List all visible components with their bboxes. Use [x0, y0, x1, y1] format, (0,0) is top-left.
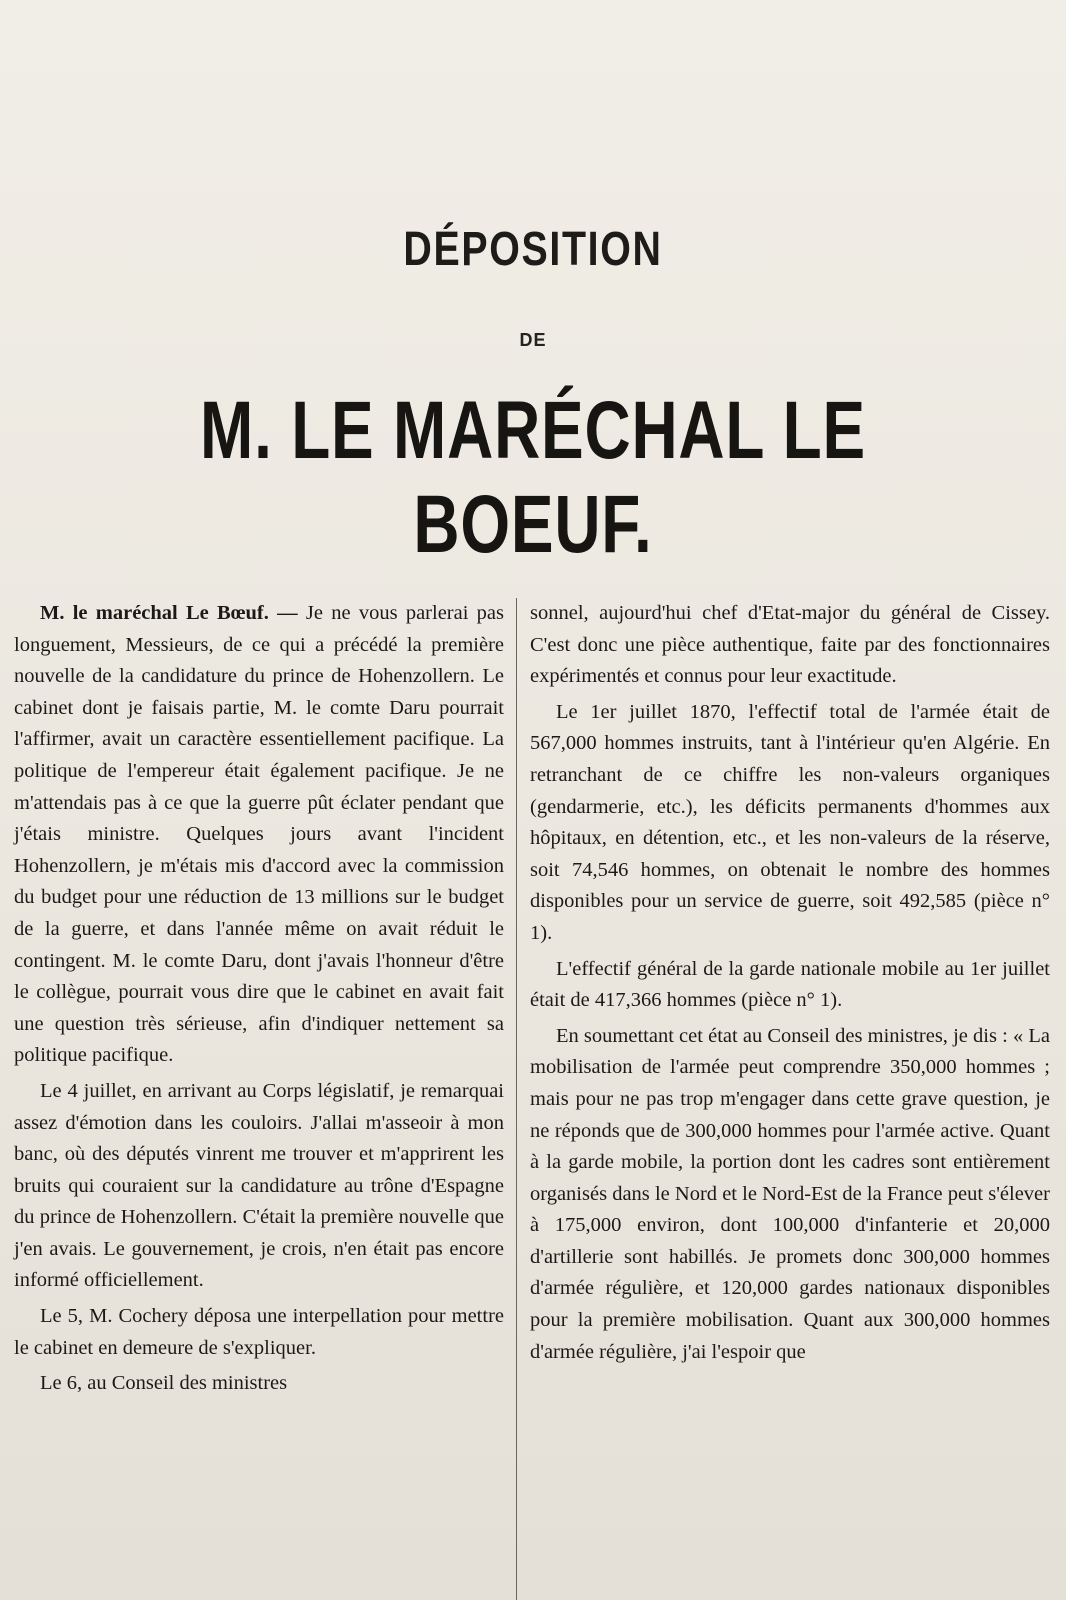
title-connector: DE	[519, 330, 547, 350]
left-paragraph-1-text: Je ne vous parlerai pas longuement, Messieurs, de ce qui a précédé la première nouvelle de la candidature du prince de Hohenzollern. Le cabinet dont je faisais partie, M. le comte Daru pourrait l'affirmer, avait un caractère essentiellement pacifique. La politique de l'empereur était également pacifique. Je ne m'attendais pas à ce que la guerre pût éclater pendant que j'étais ministre. Quelques jours avant l'incident Hohenzollern, je m'étais mis d'accord avec la commission du budget pour une réduction de 13 millions sur le budget de la guerre, et dans l'année même on avait réduit le contingent. M. le comte Daru, dont j'avais l'honneur d'être le collègue, pourrait vous dire que le cabinet en avait fait une question très sérieuse, afin d'indiquer nettement sa politique pacifique.	[14, 602, 505, 1067]
right-paragraph-2: Le 1er juillet 1870, l'effectif total de l'armée était de 567,000 hommes instruits, tant à l'intérieur qu'en Algérie. En retranchant de ce chiffre les non-valeurs organiques (gendarmerie, etc.), les déficits permanents d'hommes aux hôpitaux, en détention, etc., et les non-valeurs de la réserve, soit 74,546 hommes, on obtenait le nombre des hommes disponibles pour un service de guerre, soit 492,585 (pièce n° 1).	[530, 700, 1050, 944]
deponent-name: M. LE MARÉCHAL LE BOEUF.	[200, 385, 866, 570]
right-paragraph-3: L'effectif général de la garde nationale mobile au 1er juillet était de 417,366 hommes (pièce n° 1).	[530, 957, 1050, 1012]
left-paragraph-3: Le 5, M. Cochery déposa une interpellation pour mettre le cabinet en demeure de s'expliquer.	[14, 1305, 504, 1359]
right-paragraph-4: En soumettant cet état au Conseil des ministres, je dis : « La mobilisation de l'armée peut comprendre 350,000 hommes ; mais pour ne pas trop m'engager dans cette grave question, je ne réponds que de 300,000 hommes pour l'armée active. Quant à la garde mobile, la portion dont les cadres sont entièrement organisés dans le Nord et le Nord-Est de la France peut s'élever à 175,000 environ, dont 100,000 d'infanterie et 20,000 d'artillerie sont habillés. Je promets donc 300,000 hommes d'armée régulière, et 120,000 gardes nationaux disponibles pour la première mobilisation. Quant aux 300,000 hommes d'armée régulière, j'ai l'espoir que	[530, 1024, 1050, 1363]
right-paragraph-1: sonnel, aujourd'hui chef d'Etat-major du général de Cissey. C'est donc une pièce authentique, faite par des fonctionnaires expérimentés et connus pour leur exactitude.	[530, 602, 1050, 688]
right-column	[530, 598, 1050, 1372]
speaker-label: M. le maréchal Le Bœuf. —	[40, 602, 298, 624]
left-column	[14, 598, 504, 1404]
left-paragraph-2: Le 4 juillet, en arrivant au Corps législatif, je remarquai assez d'émotion dans les couloirs. J'allai m'asseoir à mon banc, où des députés vinrent me trouver et m'apprirent les bruits qui couraient sur la candidature au trône d'Espagne du prince de Hohenzollern. C'était la première nouvelle que j'en avais. Le gouvernement, je crois, n'en était pas encore informé officiellement.	[14, 1079, 504, 1292]
left-paragraph-4: Le 6, au Conseil des ministres	[40, 1372, 288, 1395]
left-paragraph-1	[14, 598, 504, 1072]
column-divider	[516, 598, 517, 1600]
document-title: DÉPOSITION	[403, 223, 663, 276]
